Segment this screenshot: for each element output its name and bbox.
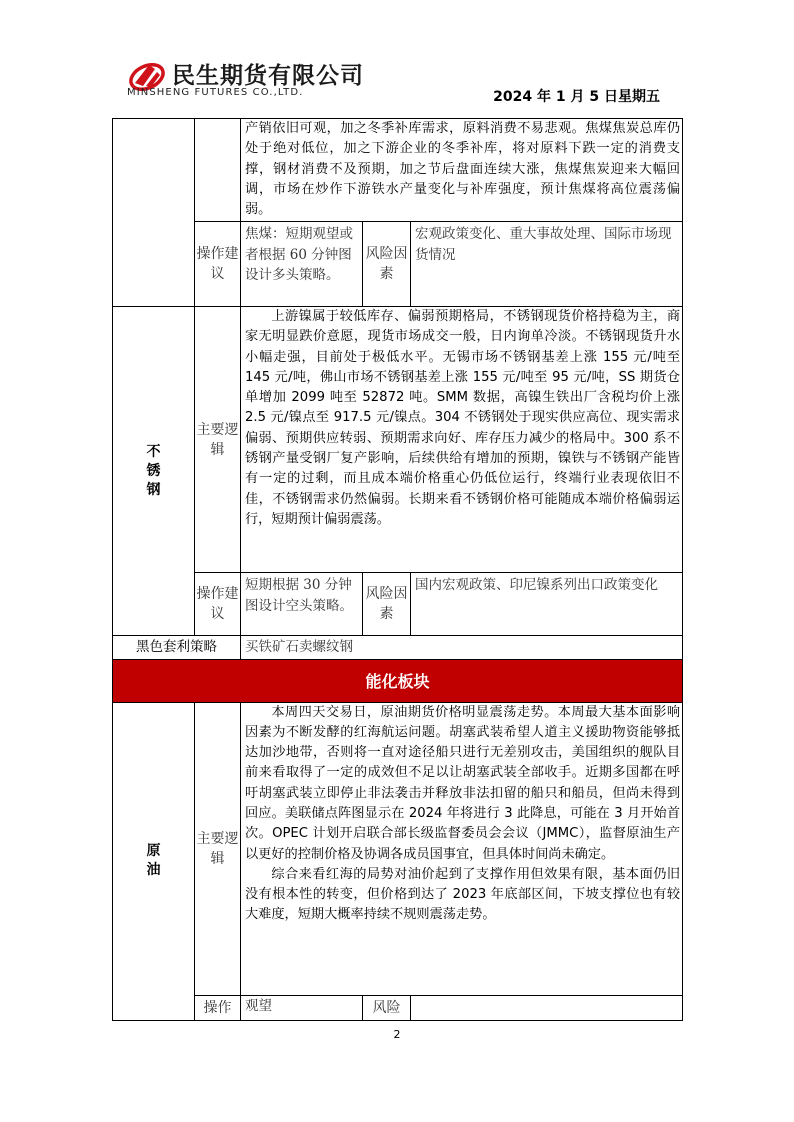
coke-risk-label: 风险因素 (363, 222, 411, 307)
report-date: 2024 年 1 月 5 日星期五 (493, 89, 660, 105)
coke-logic-text: 产销依旧可观，加之冬季补库需求，原料消费不易悲观。焦煤焦炭总库仍处于绝对低位，加之下游企业的冬季补库，将对原料下跌一定的消费支撑，钢材消费不及预期，加之节后盘面连续大涨，焦煤焦炭迎来大幅回调，市场在炒作下游铁水产量变化与补库强度，预计焦煤将高位震荡偏弱。 (241, 119, 683, 222)
black-strategy-row (113, 636, 683, 660)
energy-section-banner: 能化板块 (113, 659, 683, 702)
stainless-logic-text: 上游镍属于较低库存、偏弱预期格局，不锈钢现货价格持稳为主，商家无明显跌价意愿，现货市场成交一般，日内询单冷淡。不锈钢现货升水小幅走强，目前处于极低水平。无锡市场不锈钢基差上涨 155 元/吨至 145 元/吨，佛山市场不锈钢基差上涨 155 元/吨至 95 元/吨，SS 期货仓单增加 2099 吨至 52872 吨。SMM 数据，高镍生铁出厂含税均价上涨 2.5 元/镍点至 917.5 元/镍点。304 不锈钢处于现实供应高位、现实需求偏弱、预期供应转弱、预期需求向好、库存压力减少的格局中。300 系不锈钢产量受钢厂复产影响，后续供给有增加的预期，镍铁与不锈钢产能皆有一定的过剩，而且成本端价格重心仍低位运行，终端行业表现依旧不佳，不锈钢需求仍然偏弱。长期来看不锈钢价格可能随成本端价格偏弱运行，短期预计偏弱震荡。 (241, 307, 683, 573)
stainless-op-text: 短期根据 30 分钟图设计空头策略。 (241, 573, 363, 636)
crude-logic-label: 主要逻辑 (195, 702, 241, 995)
logo-chinese-name: 民生期货有限公司 (172, 63, 364, 89)
black-strategy-label: 黑色套利策略 (113, 636, 241, 660)
crude-op-text: 观望 (241, 995, 363, 1020)
crude-logic-para-2: 综合来看红海的局势对油价起到了支撑作用但效果有限，基本面仍旧没有根本性的转变，但价格到达了 2023 年底部区间，下坡支撑位也有较大难度，短期大概率持续不规则震荡走势。 (245, 866, 681, 923)
energy-banner-row (113, 659, 683, 702)
crude-section-title (113, 702, 195, 1020)
crude-logic-cell (241, 702, 683, 995)
crude-risk-text (411, 995, 683, 1020)
stainless-section-title (113, 307, 195, 636)
black-strategy-text: 买铁矿石卖螺纹钢 (241, 636, 683, 660)
coke-section-cell (113, 119, 195, 307)
crude-operation-row (113, 995, 683, 1020)
crude-risk-label: 风险 (363, 995, 411, 1020)
crude-op-label: 操作 (195, 995, 241, 1020)
coke-logic-row (113, 119, 683, 222)
company-logo (127, 55, 367, 105)
page-number: 2 (393, 1028, 401, 1041)
crude-title-text: 原油 (146, 843, 161, 878)
coke-op-label: 操作建议 (195, 222, 241, 307)
stainless-logic-label: 主要逻辑 (195, 307, 241, 573)
stainless-risk-text: 国内宏观政策、印尼镍系列出口政策变化 (411, 573, 683, 636)
commodity-table (112, 118, 683, 1021)
stainless-title-text: 不锈钢 (146, 443, 161, 498)
coke-operation-row (113, 222, 683, 307)
stainless-logic-row (113, 307, 683, 573)
logo-english-name: MINSHENG FUTURES CO.,LTD. (127, 87, 304, 98)
coke-risk-text: 宏观政策变化、重大事故处理、国际市场现货情况 (411, 222, 683, 307)
coke-logic-label-cell (195, 119, 241, 222)
page-header (0, 0, 794, 110)
coke-op-text: 焦煤：短期观望或者根据 60 分钟图设计多头策略。 (241, 222, 363, 307)
crude-logic-row (113, 702, 683, 995)
stainless-risk-label: 风险因素 (363, 573, 411, 636)
stainless-operation-row (113, 573, 683, 636)
crude-logic-para-1: 本周四天交易日，原油期货价格明显震荡走势。本周最大基本面影响因素为不断发酵的红海航运问题。胡塞武装希望人道主义援助物资能够抵达加沙地带，否则将一直对途径船只进行无差别攻击，美国组织的舰队目前来看取得了一定的成效但不足以让胡塞武装全部收手。近期多国都在呼吁胡塞武装立即停止非法袭击并释放非法扣留的船只和船员，但尚未得到回应。美联储点阵图显示在 2024 年将进行 3 此降息，可能在 3 月开始首次。OPEC 计划开启联合部长级监督委员会会议（JMMC），监督原油生产以更好的控制价格及协调各成员国事宜，但具体时间尚未确定。 (245, 704, 681, 862)
stainless-op-label: 操作建议 (195, 573, 241, 636)
